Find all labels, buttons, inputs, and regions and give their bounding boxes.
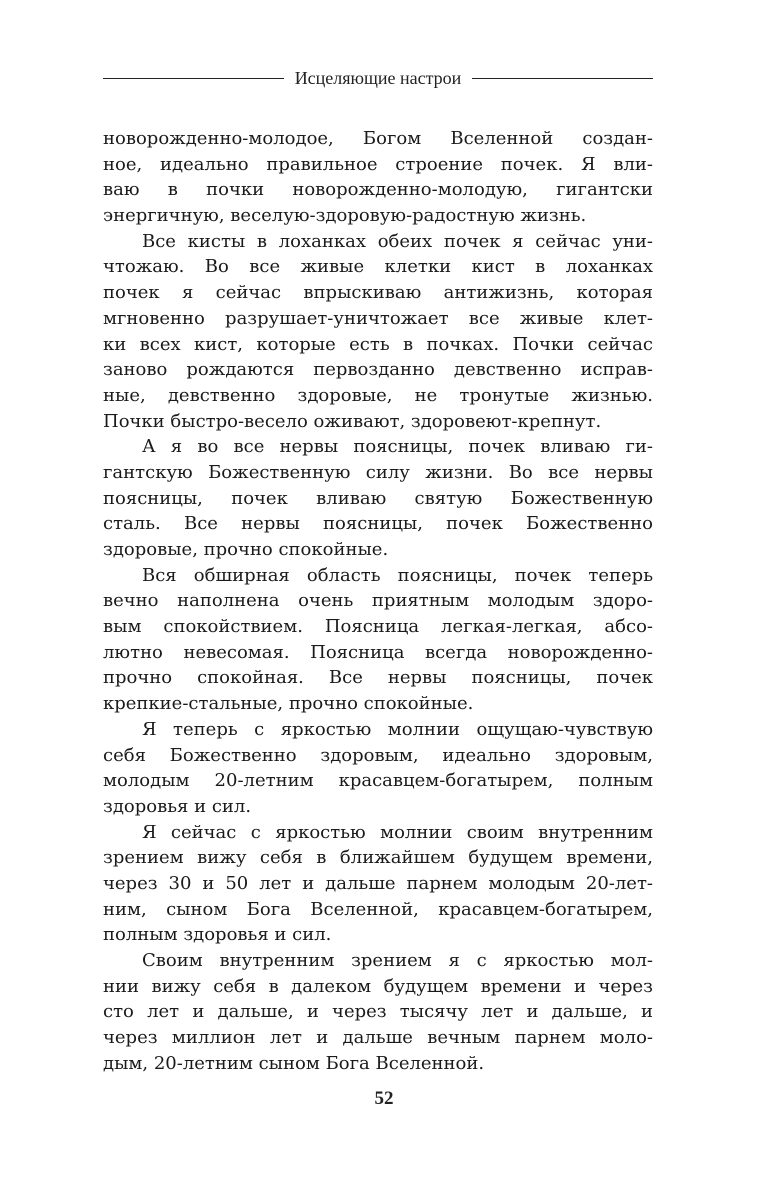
body-text — [103, 126, 653, 1076]
text-line: новорожденно-молодое, Богом Вселенной создан- — [103, 128, 653, 149]
text-line: Я сейчас с яркостью молнии своим внутренним — [142, 821, 653, 843]
text-line: почек я сейчас впрыскиваю антижизнь, которая — [103, 282, 653, 304]
paragraph — [103, 126, 653, 229]
text-line: нии вижу себя в далеком будущем времени и через — [103, 975, 653, 997]
text-line: ное, идеально правильное строение почек. Я вли- — [103, 153, 653, 175]
text-line: мгновенно разрушает-уничтожает все живые клет- — [103, 307, 653, 329]
text-line: через миллион лет и дальше вечным парнем моло- — [103, 1027, 653, 1049]
text-line: вечно наполнена очень приятным молодым здоро- — [103, 590, 653, 612]
running-head-title: Исцеляющие настрои — [294, 67, 462, 88]
text-line: ки всех кист, которые есть в почках. Почки сейчас — [103, 333, 653, 355]
text-line: сталь. Все нервы поясницы, почек Божественно — [103, 513, 653, 535]
text-line: через 30 и 50 лет и дальше парнем молодым 20-лет- — [103, 872, 653, 894]
text-line: вым спокойствием. Поясница легкая-легкая, абсо- — [103, 616, 653, 638]
paragraph — [103, 820, 653, 948]
text-line: Почки быстро-весело оживают, здоровеют-крепнут. — [103, 410, 602, 432]
text-line: Своим внутренним зрением я с яркостью мол- — [142, 950, 653, 971]
text-line: крепкие-стальные, прочно спокойные. — [103, 693, 474, 715]
paragraph — [103, 948, 653, 1076]
text-line: дым, 20-летним сыном Бога Вселенной. — [103, 1052, 485, 1074]
text-line: молодым 20-летним красавцем-богатырем, полным — [103, 770, 653, 792]
text-line: энергичную, веселую-здоровую-радостную жизнь. — [103, 205, 587, 227]
paragraph — [103, 717, 653, 820]
text-line: А я во все нервы поясницы, почек вливаю ги- — [142, 436, 653, 458]
paragraph — [103, 563, 653, 717]
text-line: гантскую Божественную силу жизни. Во все нервы — [103, 461, 653, 483]
text-line: себя Божественно здоровым, идеально здоровым, — [103, 744, 653, 766]
running-head-rule-right — [472, 78, 653, 79]
text-line: Вся обширная область поясницы, почек теперь — [142, 564, 653, 586]
text-line: лютно невесомая. Поясница всегда новорожденно- — [103, 641, 653, 663]
text-line: чтожаю. Во все живые клетки кист в лоханках — [103, 256, 653, 278]
text-line: здоровые, прочно спокойные. — [103, 539, 389, 560]
text-line: Все кисты в лоханках обеих почек я сейчас уни- — [142, 230, 653, 252]
running-head — [103, 62, 653, 94]
text-line: прочно спокойная. Все нервы поясницы, почек — [103, 667, 653, 689]
text-line: заново рождаются первозданно девственно исправ- — [103, 359, 653, 381]
paragraph — [103, 434, 653, 562]
text-line: ваю в почки новорожденно-молодую, гигантски — [103, 179, 653, 201]
text-line: ные, девственно здоровые, не тронутые жизнью. — [103, 384, 653, 406]
text-line: полным здоровья и сил. — [103, 924, 332, 946]
page-number: 52 — [374, 1088, 394, 1109]
running-head-rule-left — [103, 78, 284, 79]
paragraph — [103, 229, 653, 435]
text-line: здоровья и сил. — [103, 795, 252, 817]
text-line: поясницы, почек вливаю святую Божественную — [103, 487, 653, 509]
text-line: Я теперь с яркостью молнии ощущаю-чувствую — [142, 718, 653, 740]
text-line: сто лет и дальше, и через тысячу лет и дальше, и — [103, 1001, 653, 1023]
text-line: ним, сыном Бога Вселенной, красавцем-богатырем, — [103, 898, 653, 920]
text-line: зрением вижу себя в ближайшем будущем времени, — [103, 847, 653, 869]
